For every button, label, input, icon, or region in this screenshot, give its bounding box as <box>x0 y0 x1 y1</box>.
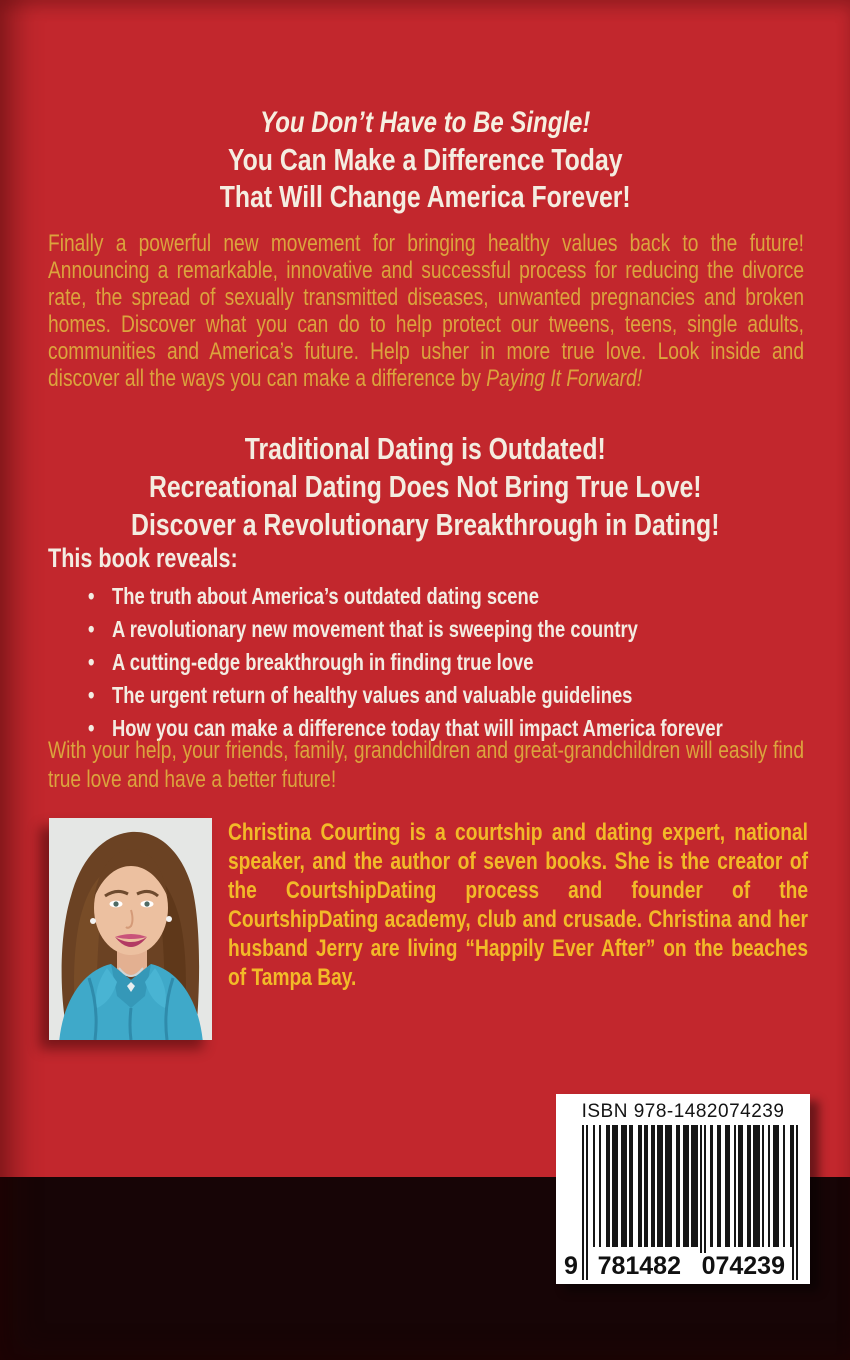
barcode-digit-group: 9 <box>564 1252 578 1280</box>
barcode-digits <box>564 1253 802 1280</box>
reveal-bullet-text: A revolutionary new movement that is sweeping the country <box>112 616 638 642</box>
bullet-icon: • <box>88 649 95 675</box>
reveal-bullet-text: How you can make a difference today that will impact America forever <box>112 715 723 741</box>
author-bio <box>228 818 808 992</box>
reveal-bullet-text: The truth about America’s outdated dating scene <box>112 583 540 609</box>
barcode-digit-group: 074239 <box>697 1253 790 1280</box>
barcode-bars <box>564 1125 802 1280</box>
bullet-icon: • <box>88 583 95 609</box>
author-photo <box>49 818 212 1040</box>
headline-line-2: You Can Make a Difference Today <box>227 142 623 177</box>
help-paragraph <box>48 736 804 794</box>
intro-text: Finally a powerful new movement for bringing healthy values back to the future! Announcing a remarkable, innovative and successful process for reducing the divorce rate, the spread of sexually transmitted diseases, unwanted pregnancies and broken homes. Discover what you can do to help protect our tweens, teens, single adults, communities and America’s future. Help usher in more true love. Look inside and discover all the ways you can make a difference by <box>48 230 804 392</box>
midhead-line-3: Discover a Revolutionary Breakthrough in Dating! <box>130 507 720 542</box>
reveal-bullet <box>48 679 804 712</box>
middle-headline <box>0 430 850 544</box>
reveal-bullet <box>48 580 804 613</box>
reveal-bullet-text: The urgent return of healthy values and valuable guidelines <box>112 682 633 708</box>
book-reveals-section <box>48 543 804 745</box>
bullet-icon: • <box>88 715 95 741</box>
midhead-line-2: Recreational Dating Does Not Bring True Love! <box>148 469 702 504</box>
headline-line-3: That Will Change America Forever! <box>219 179 631 214</box>
reveal-bullet-text: A cutting-edge breakthrough in finding true love <box>112 649 534 675</box>
headline-line-1: You Don’t Have to Be Single! <box>259 106 591 139</box>
author-bio-text: Christina Courting is a courtship and dating expert, national speaker, and the author of seven books. She is the creator of the CourtshipDating process and founder of the CourtshipDating academy, club and crusade. Christina and her husband Jerry are living “Happily Ever After” on the beaches of Tampa Bay. <box>228 819 808 991</box>
bullet-icon: • <box>88 616 95 642</box>
bullet-icon: • <box>88 682 95 708</box>
midhead-line-1: Traditional Dating is Outdated! <box>244 431 606 466</box>
barcode-digit-group: 781482 <box>593 1253 686 1280</box>
intro-italic-phrase: Paying It Forward! <box>486 365 643 392</box>
reveals-list <box>48 580 804 745</box>
isbn-label: ISBN 978-1482074239 <box>581 1101 785 1122</box>
isbn-barcode-box <box>556 1094 810 1284</box>
intro-paragraph <box>48 230 804 392</box>
reveal-bullet <box>48 646 804 679</box>
reveal-bullet <box>48 613 804 646</box>
top-headline <box>0 104 850 215</box>
help-text: With your help, your friends, family, grandchildren and great-grandchildren will easily find true love and have a better future! <box>48 737 804 793</box>
reveals-heading: This book reveals: <box>48 543 238 573</box>
